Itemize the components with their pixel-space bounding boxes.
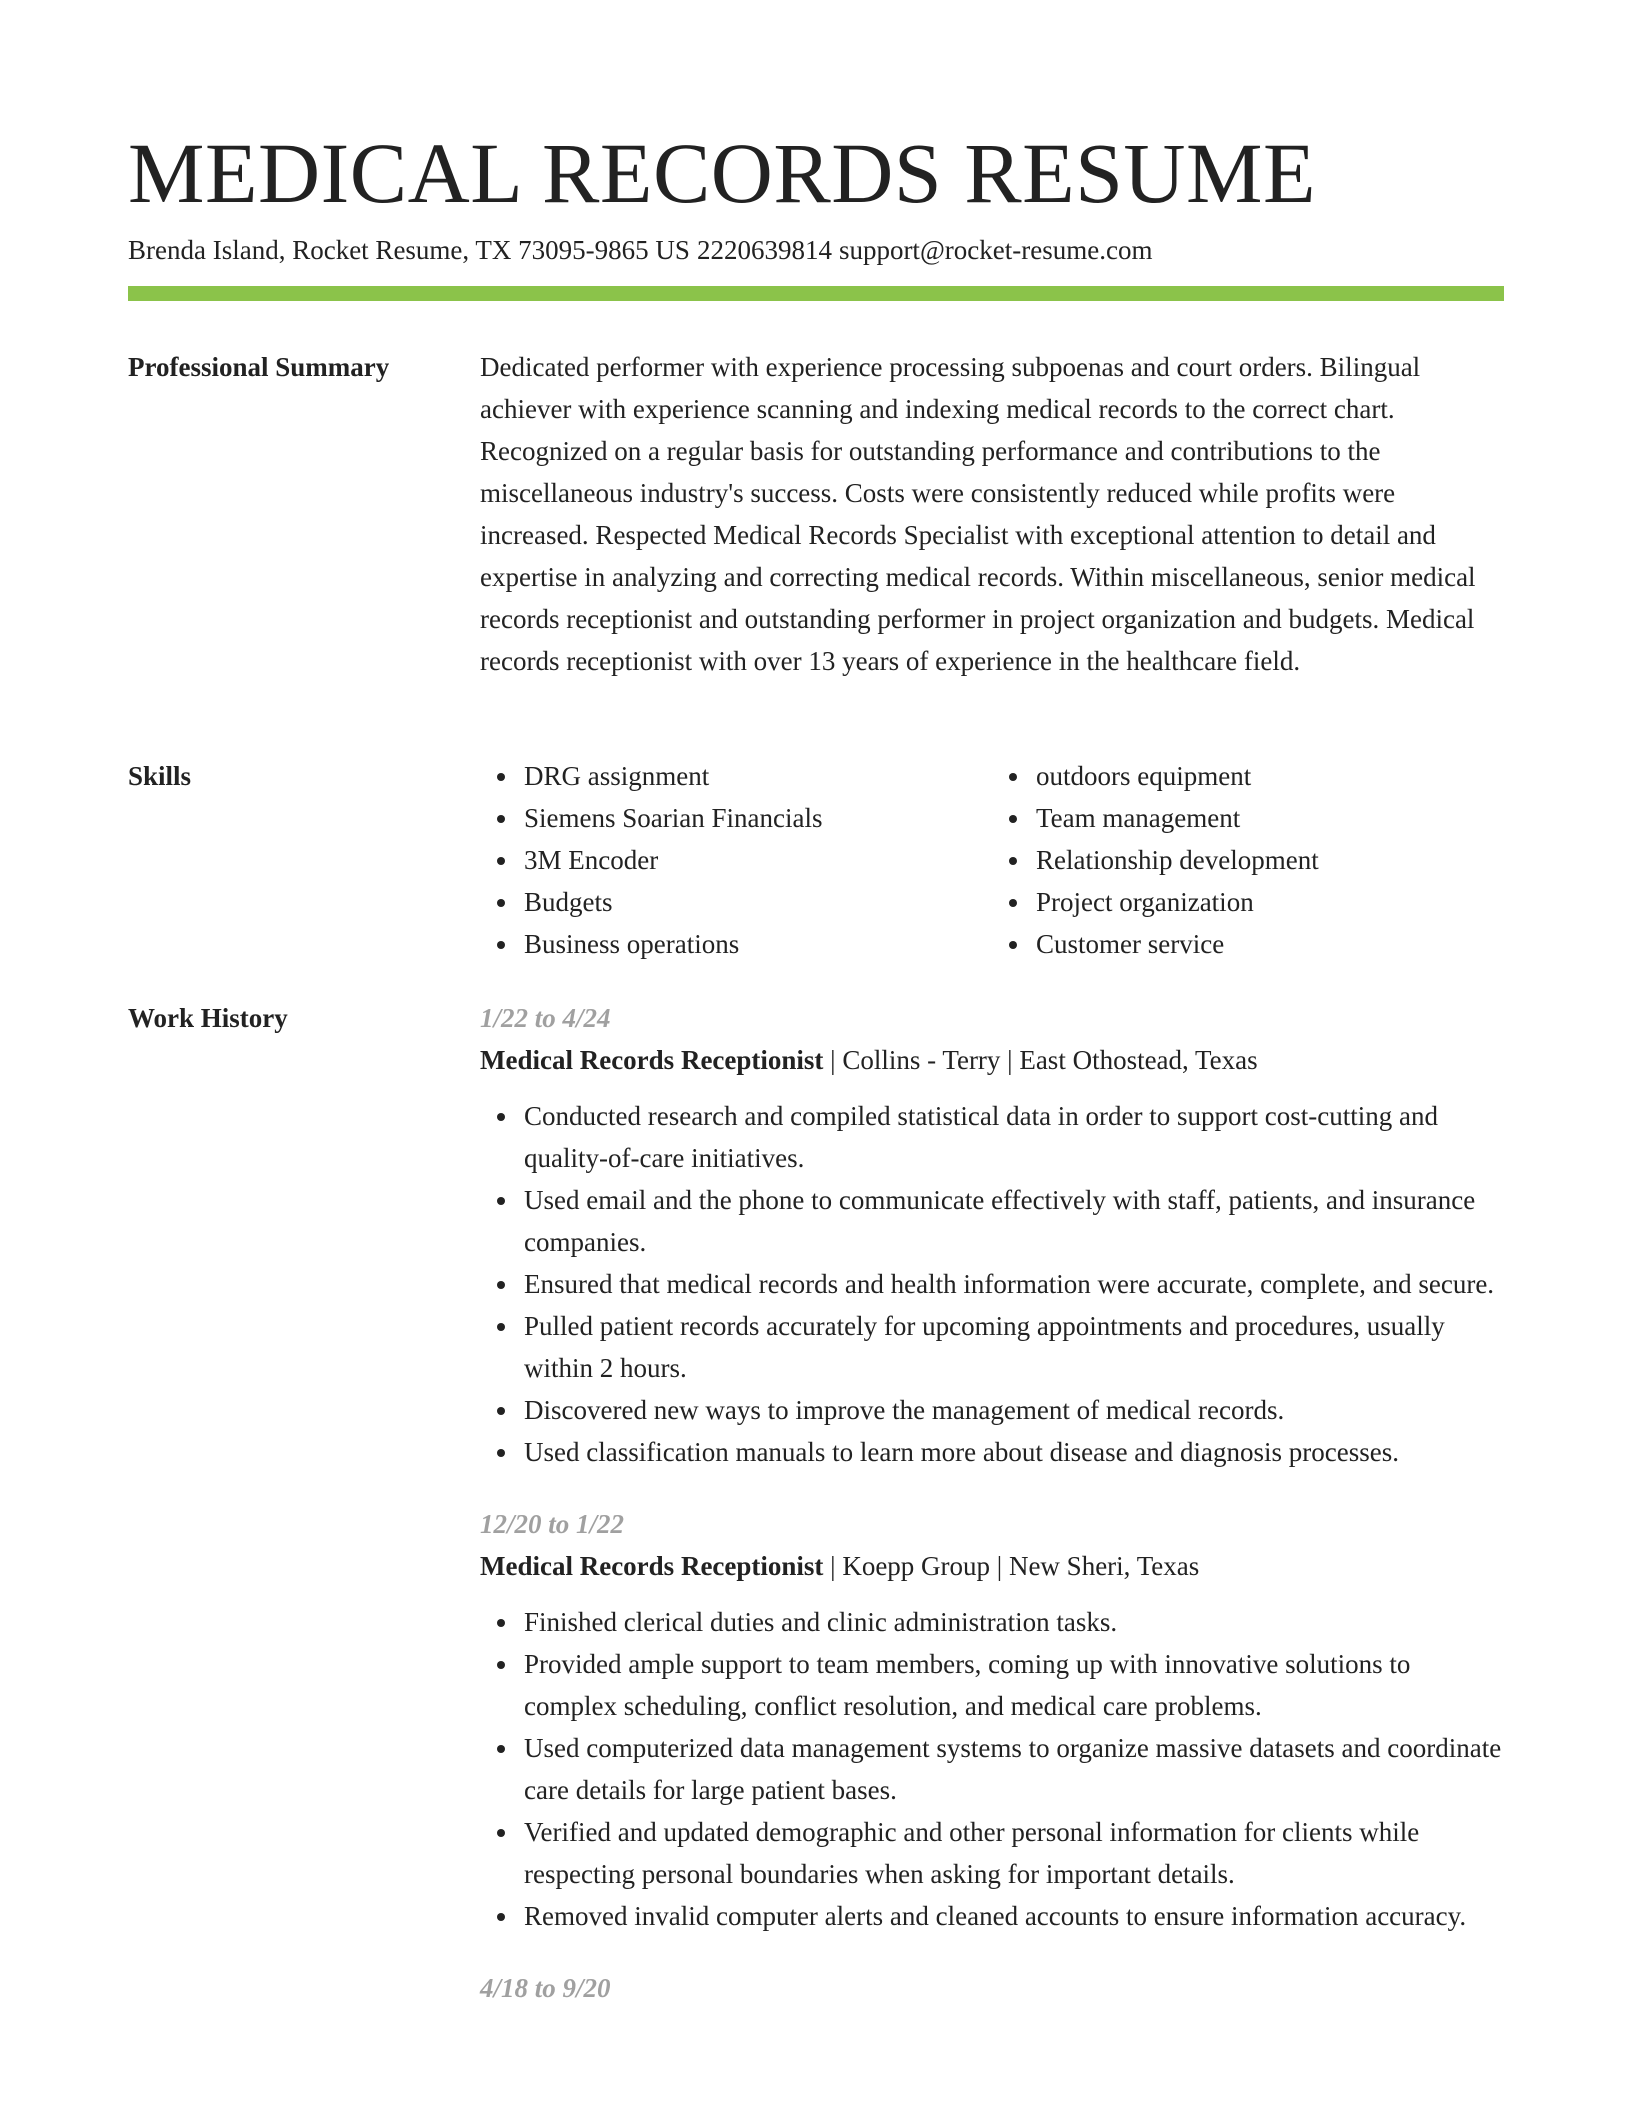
duty-item: Verified and updated demographic and other personal information for clients while respecting personal boundaries when asking for important details. <box>524 1811 1504 1895</box>
skill-item: Team management <box>1036 797 1504 839</box>
contact-address: Brenda Island, Rocket Resume, TX 73095-9865 US <box>128 235 690 265</box>
job-title: Medical Records Receptionist <box>480 1045 824 1075</box>
duty-item: Finished clerical duties and clinic administration tasks. <box>524 1601 1504 1643</box>
job-duties <box>480 1601 1504 1937</box>
summary-text: Dedicated performer with experience processing subpoenas and court orders. Bilingual achiever with experience scanning and indexing medical records to the correct chart. Recognized on a regular basis for outstanding performance and contributions to the miscellaneous industry's success. Costs were consistently reduced while profits were increased. Respected Medical Records Specialist with exceptional attention to detail and expertise in analyzing and correcting medical records. Within miscellaneous, senior medical records receptionist and outstanding performer in project organization and budgets. Medical records receptionist with over 13 years of experience in the healthcare field. <box>480 352 1476 676</box>
skill-item: Relationship development <box>1036 839 1504 881</box>
skill-item: Customer service <box>1036 923 1504 965</box>
skill-item: 3M Encoder <box>524 839 992 881</box>
skills-heading: Skills <box>128 761 192 791</box>
duty-item: Discovered new ways to improve the management of medical records. <box>524 1389 1504 1431</box>
duty-item: Used classification manuals to learn more about disease and diagnosis processes. <box>524 1431 1504 1473</box>
skill-item: Business operations <box>524 923 992 965</box>
job-entry <box>480 1967 1504 2009</box>
skill-item: Budgets <box>524 881 992 923</box>
contact-line <box>128 232 1159 268</box>
job-details: | Koepp Group | New Sheri, Texas <box>823 1551 1200 1581</box>
job-title: Medical Records Receptionist <box>480 1551 824 1581</box>
skill-item: outdoors equipment <box>1036 755 1504 797</box>
work-history-body <box>480 997 1504 2039</box>
summary-heading: Professional Summary <box>128 352 390 382</box>
job-duties <box>480 1095 1504 1473</box>
job-heading <box>480 1039 1504 1081</box>
duty-item: Ensured that medical records and health information were accurate, complete, and secure. <box>524 1263 1504 1305</box>
skills-list-right <box>992 755 1504 965</box>
job-heading <box>480 1545 1504 1587</box>
job-dates: 4/18 to 9/20 <box>480 1973 611 2003</box>
duty-item: Conducted research and compiled statistical data in order to support cost-cutting and quality-of-care initiatives. <box>524 1095 1504 1179</box>
skill-item: DRG assignment <box>524 755 992 797</box>
duty-item: Pulled patient records accurately for upcoming appointments and procedures, usually within 2 hours. <box>524 1305 1504 1389</box>
duty-item: Used email and the phone to communicate effectively with staff, patients, and insurance companies. <box>524 1179 1504 1263</box>
job-details: | Collins - Terry | East Othostead, Texas <box>823 1045 1258 1075</box>
job-entry <box>480 997 1504 1473</box>
contact-phone: 2220639814 <box>696 235 832 265</box>
job-entry <box>480 1503 1504 1937</box>
work-history-heading: Work History <box>128 1003 288 1033</box>
skills-list-left <box>480 755 992 965</box>
job-dates: 1/22 to 4/24 <box>480 1003 611 1033</box>
duty-item: Used computerized data management systems to organize massive datasets and coordinate care details for large patient bases. <box>524 1727 1504 1811</box>
resume-title: MEDICAL RECORDS RESUME <box>128 125 1317 221</box>
duty-item: Provided ample support to team members, coming up with innovative solutions to complex scheduling, conflict resolution, and medical care problems. <box>524 1643 1504 1727</box>
summary-body <box>480 346 1504 682</box>
contact-email: support@rocket-resume.com <box>838 235 1153 265</box>
duty-item: Removed invalid computer alerts and cleaned accounts to ensure information accuracy. <box>524 1895 1504 1937</box>
skill-item: Siemens Soarian Financials <box>524 797 992 839</box>
skill-item: Project organization <box>1036 881 1504 923</box>
skills-grid <box>480 755 1504 965</box>
skills-body <box>480 755 1504 965</box>
job-dates: 12/20 to 1/22 <box>480 1509 625 1539</box>
accent-divider <box>128 286 1504 301</box>
